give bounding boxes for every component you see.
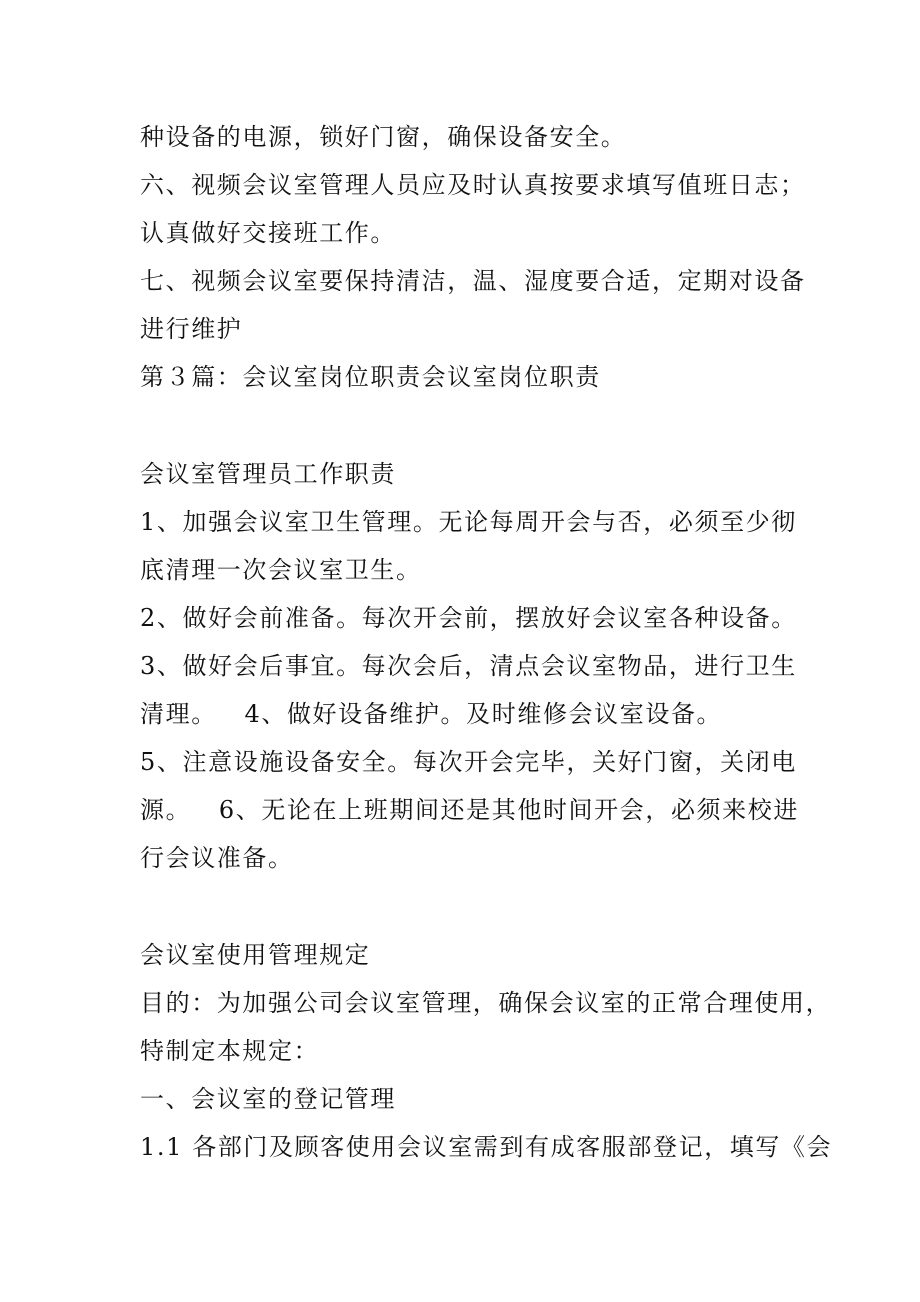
subsection-heading: 会议室使用管理规定 xyxy=(140,941,371,969)
text-line: 5、注意设施设备安全。每次开会完毕，关好门窗，关闭电 xyxy=(140,748,797,776)
text-line: 种设备的电源，锁好门窗，确保设备安全。 xyxy=(140,123,627,151)
text-line: 行会议准备。 xyxy=(140,844,294,872)
text-line: 目的：为加强公司会议室管理，确保会议室的正常合理使用， xyxy=(140,989,832,1017)
text-line: 认真做好交接班工作。 xyxy=(140,219,396,247)
text-line: 七、视频会议室要保持清洁，温、湿度要合适，定期对设备 xyxy=(140,267,806,295)
text-line: 一、会议室的登记管理 xyxy=(140,1085,396,1113)
text-line: 1.1 各部门及顾客使用会议室需到有成客服部登记，填写《会 xyxy=(140,1133,833,1161)
text-line: 3、做好会后事宜。每次会后，清点会议室物品，进行卫生 xyxy=(140,652,797,680)
text-line: 六、视频会议室管理人员应及时认真按要求填写值班日志； xyxy=(140,171,806,199)
text-line: 源。 6、无论在上班期间还是其他时间开会，必须来校进 xyxy=(140,796,799,824)
text-line: 特制定本规定： xyxy=(140,1037,320,1065)
text-line: 清理。 4、做好设备维护。及时维修会议室设备。 xyxy=(140,700,723,728)
text-line: 进行维护 xyxy=(140,315,243,343)
text-line: 2、做好会前准备。每次开会前，摆放好会议室各种设备。 xyxy=(140,604,797,632)
text-line: 1、加强会议室卫生管理。无论每周开会与否，必须至少彻 xyxy=(140,508,797,536)
subsection-heading: 会议室管理员工作职责 xyxy=(140,460,396,488)
section-heading: 第３篇：会议室岗位职责会议室岗位职责 xyxy=(140,363,601,391)
text-line: 底清理一次会议室卫生。 xyxy=(140,556,422,584)
